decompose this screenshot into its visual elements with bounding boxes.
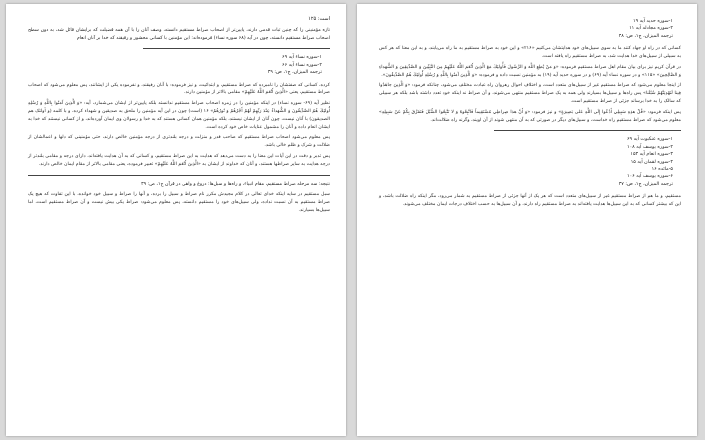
left-body-paragraph: پس معلوم می‌شود اصحاب صراط مستقیم که صاحب قدر و منزلت و درجه بلندتری از درجه مؤمنین خالص دارند، حتی مؤمنینی که دلها و اعمالشان از ضلالت و شرک و ظلم خالی باشد. [28, 135, 330, 149]
left-body-paragraph: کرده، کسانی که صفتشان را نامبرده که صراط مستقیم، و ابتدائیت، و نیز فرموده: با آنان رفیقند، و نفرموده یکی از ایشانند، پس معلوم می‌شود که اصحاب صراط مستقیم، یعنی «الَّذِينَ أَنْعَمَ اللَّهُ عَلَيْهِمْ» مقامی بالاتر از مؤمنین دارند. [28, 82, 330, 96]
footnote-divider [494, 130, 681, 131]
section-heading: نتیجه: سه مرحله صراط مستقیم، مقام انبیاء، و راه‌ها و سبل‌ها: دروغ و واهی در قرآن ج۱، ص: ۳۹ [141, 181, 330, 187]
footnote-item: ۶-سوره یوسف آیه ۱۰۶ [627, 174, 673, 180]
right-closing-paragraph: مستقیم، و ما هم از صراط مستقیم غیر از سبیل‌های متعدد است که هر یک از آنها جزئی از صراط مستقیم به شمار می‌رود، مگر اینکه راه ضلالت باشد، و این که بیشتر کسانی که به این سبیل‌ها هدایت یافته‌اند به صراط مستقیم راه دارند، و آن سبیل‌ها به حسب اختلاف درجات ایمان مختلف می‌شوند. [379, 194, 681, 208]
left-intro-paragraph: تازه مؤمنینی را که چنین ثبات قدمی دارند، پایین‌تر از اصحاب صراط مستقیم دانسته، وصف آنان را با آن همه فضیلت که برایشان قائل شد، به دون سطح اصحاب صراط مستقیم دانسته، چون در آیه (۶۸ سوره نساء) فرموده‌اند: این مؤمنین با کسانی محشور و رفیقند که خدا بر آنان انعام [28, 27, 330, 41]
right-body-paragraph: از اینجا معلوم می‌شود که صراط مستقیم غیر از سبیل‌های متعدد است، و اختلاف احوال رهروان راه عبادت مختلف می‌شود، چنانکه فرمود: «وَ الَّذِينَ جاهَدُوا فِينا لَنَهْدِيَنَّهُمْ سُبُلَنا» پس راه‌ها و سبیل‌ها بسیارند ولی همه به یک صراط مستقیم منتهی می‌شوند، و آن صراط نه اینکه خود تعدد داشته باشد بلکه هر سبیلی که سالک را به خدا برساند جزئی از صراط مستقیم است. [379, 83, 681, 104]
left-page-header: است: ۱۲۵ [308, 16, 330, 22]
footnote-item: ۵-مائده ۱۶ [651, 167, 673, 173]
left-footnotes-1 [28, 54, 330, 76]
footnote-divider [143, 48, 330, 49]
left-page-content [28, 16, 330, 428]
footnote-item: ۴-سوره لقمان آیه ۱۵ [630, 159, 673, 165]
footnote-item: ترجمه المیزان، ج۱، ص: ۴۸ [618, 33, 673, 39]
right-body-paragraph: در قرآن کریم نیز برای بیان مقام اهل صراط مستقیم فرموده: «وَ مَنْ يُطِعِ اللَّهَ وَ الرَّسُولَ فَأُولئِكَ مَعَ الَّذِينَ أَنْعَمَ اللَّهُ عَلَيْهِمْ مِنَ النَّبِيِّينَ وَ الصِّدِّيقِينَ وَ الشُّهَداءِ وَ الصَّالِحِينَ» «۱۱۵» و در سوره نساء آیه (۶۹) و در سوره حدید آیه (۱۹) به مؤمنین نسبت داده و فرموده: «وَ الَّذِينَ آمَنُوا بِاللَّهِ وَ رُسُلِهِ أُولئِكَ هُمُ الصِّدِّيقُونَ». [379, 64, 681, 78]
right-footnotes-2 [379, 136, 681, 188]
section-divider [28, 175, 330, 176]
right-page-content [379, 16, 681, 428]
footnote-item: ۲-سوره یوسف آیه ۱۰۸ [627, 144, 673, 150]
right-body-paragraph: کسانی که در راه او جهاد کنند ما به سوی سبیل‌های خود هدایتشان می‌کنیم «۲۱۶» و این خود به صراط مستقیم به ما راه می‌یابند، و به این معنا که هر کس به سبیلی از سبیل‌های خدا هدایت شد، به صراط مستقیم راه یافته است. [379, 46, 681, 60]
left-body-paragraph: نظیر آیه (۶۹- سوره نساء) در اینکه مؤمنین را در زمره اصحاب صراط مستقیم ندانسته بلکه پایین‌تر از ایشان می‌شمارد، آیه: «وَ الَّذِينَ آمَنُوا بِاللَّهِ وَ رُسُلِهِ أُولئِكَ هُمُ الصِّدِّيقُونَ وَ الشُّهَداءُ عِنْدَ رَبِّهِمْ لَهُمْ أَجْرُهُمْ وَ نُورُهُمْ» ۱۶ (است) چون در این آیه مؤمنین را ملحق به صدیقین و شهداء کرده، و با کلمه (و أولئک هم الصدیقون) با آنان نیست، چون آنان از ایشان نیستند، بلکه مؤمنین همان کسانی هستند که به خدا و رسولان وی ایمان آورده‌اند، و از کسانی نیستند که خدا به ایشان انعام داده و آنان را مشمول عنایات خاص خود کرده است. [28, 101, 331, 130]
left-body-paragraph: پس تدبر و دقت در این آیات این معنا را به دست می‌دهد که هدایت به این صراط مستقیم، و کسانی که به آن هدایت یافته‌اند، دارای درجه و مقامی بلندتر از درجه هدایت به سایر صراطها هستند، و آنان که خداوند از ایشان به «الَّذِينَ أَنْعَمَ اللَّهُ عَلَيْهِمْ» تعبیر فرموده، یعنی مقامی بالاتر از مقام ایمان خالص دارند. [28, 153, 330, 167]
footnote-item: ۱-سوره عنکبوت آیه ۶۹ [626, 137, 673, 143]
footnote-item: ۳-سوره انعام آیه ۱۵۳ [630, 152, 673, 158]
left-closing-paragraph: سبل مستقیم در سایه اینکه خدای تعالی در کلام مجیدش مکرر نام صراط و سبیل را برده، و آنها را صراط و سبیل خود خوانده، با این تفاوت که هیچ یک صراط مستقیم به آن نسبت نداده، ولی سبیل‌های خود را مستقیم دانسته، پس معلوم می‌شود: صراط یکی بیش نیست و آن صراط مستقیم است، اما سبیل‌ها بسیارند. [28, 192, 330, 213]
left-page [6, 4, 346, 436]
footnote-item: ۲-سوره مجادله آیه ۱۱ [629, 26, 673, 32]
right-footnotes-1 [379, 18, 681, 40]
footnote-item: ۱-سوره حدید آیه ۱۹ [633, 19, 673, 24]
footnote-item: ترجمه المیزان، ج۱، ص: ۴۹ [267, 70, 322, 76]
right-page [357, 4, 697, 436]
footnote-item: ۱-سوره نساء آیه ۶۹ [282, 55, 322, 61]
right-body-paragraph: پس اینکه فرمود: «قُلْ هذِهِ سَبِيلِي أَدْعُوا إِلَى اللَّهِ عَلى بَصِيرَةٍ» و نیز فرمود: «وَ أَنَّ هذا صِراطِي مُسْتَقِيماً فَاتَّبِعُوهُ وَ لا تَتَّبِعُوا السُّبُلَ فَتَفَرَّقَ بِكُمْ عَنْ سَبِيلِهِ» معلوم می‌شود که صراط مستقیم راه خداست، و سبیل‌های دیگر در صورتی که به آن منتهی شوند از آن اویند، وگرنه راه ضلالت‌اند. [379, 109, 681, 123]
footnote-item: ترجمه المیزان، ج۱، ص: ۴۷ [618, 181, 673, 187]
footnote-item: ۲-سوره نساء آیه ۶۶ [282, 62, 322, 68]
